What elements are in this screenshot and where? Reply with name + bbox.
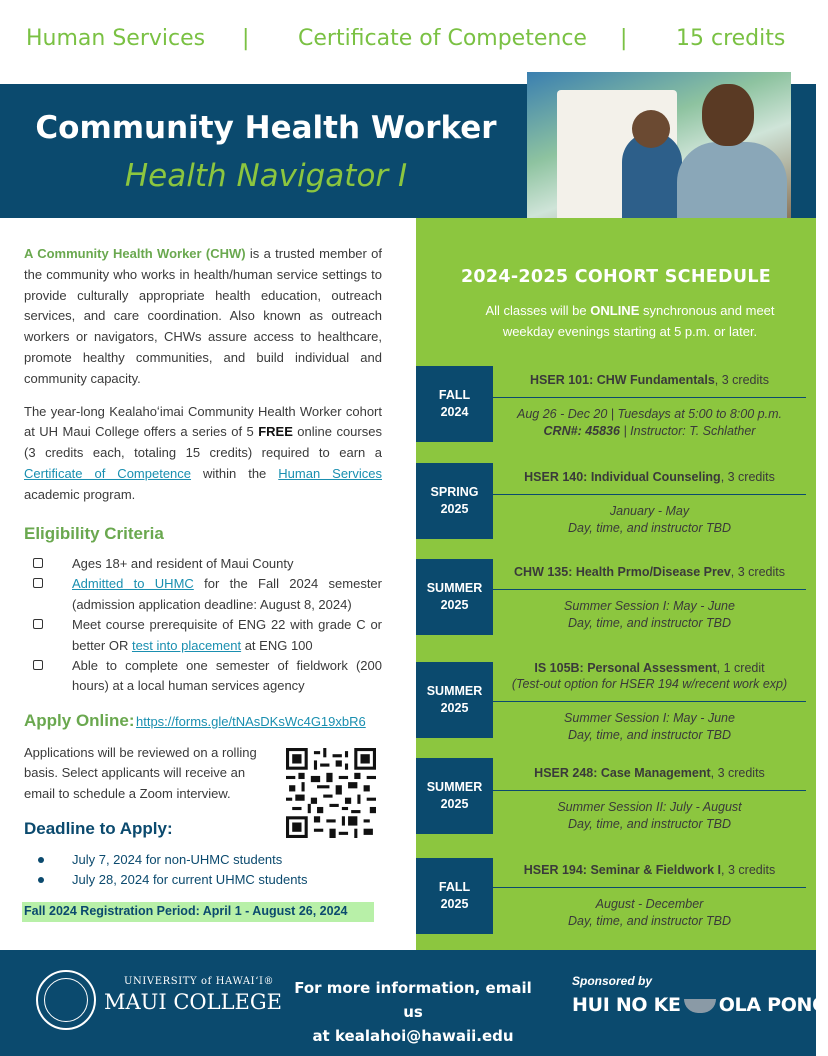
contact-email[interactable]: at kealahoi@hawaii.edu [312,1027,514,1045]
term-season: SUMMER [426,780,483,794]
intro-paragraph-2 [24,402,382,506]
course-note: (Test-out option for HSER 194 w/recent work exp) [511,677,788,691]
divider [493,494,806,495]
term-year: 2025 [440,502,469,516]
intro-section [24,244,382,506]
schedule-intro [460,300,800,342]
course-title [493,564,806,580]
credits-label: 15 credits [676,26,786,51]
checkbox-icon [33,660,43,670]
chw-lead: A Community Health Worker (CHW) [24,246,246,261]
program-label: Human Services [26,26,206,51]
course-details [493,710,806,744]
course-schedule: Day, time, and instructor TBD [567,728,731,742]
bowl-icon [684,999,716,1013]
free-emphasis: FREE [258,424,293,440]
course-code: CHW 135: Health Prmo/Disease Prev [514,565,731,579]
course-details [493,598,806,632]
course-details [493,799,806,833]
term-season: SUMMER [426,684,483,698]
contact-info [290,976,536,1048]
intro-text: within the [191,465,279,481]
divider [493,589,806,590]
course-credits: , 3 credits [721,863,776,877]
checkbox-icon [33,558,43,568]
course-dates: Aug 26 - Dec 20 | Tuesdays at 5:00 to 8:00 p.m. [517,407,782,421]
sponsor-name-right: OLA PONO [718,994,828,1016]
list-item [30,615,382,656]
course-code: HSER 248: Case Management [534,766,711,780]
course-card [493,564,806,632]
term-year: 2025 [440,897,469,911]
divider [493,790,806,791]
eligibility-heading: Eligibility Criteria [24,524,164,543]
deadline-heading: Deadline to Apply: [24,819,173,838]
course-dates: Summer Session I: May - June [564,711,735,725]
admitted-link[interactable]: Admitted to UHMC [72,576,194,592]
divider [493,701,806,702]
course-credits: , 3 credits [714,373,769,387]
course-details [493,406,806,440]
apply-url-link[interactable]: https://forms.gle/tNAsDKsWc4G19xbR6 [136,714,366,729]
list-item [30,554,382,574]
course-credits: , 3 credits [720,470,775,484]
term-year: 2025 [440,701,469,715]
course-schedule: Day, time, and instructor TBD [567,914,731,928]
online-emphasis: ONLINE [590,303,640,318]
course-code: HSER 194: Seminar & Fieldwork I [523,863,722,877]
course-credits: , 3 credits [730,565,785,579]
intro-paragraph-1 [24,244,382,390]
course-instructor: | Instructor: T. Schlather [619,424,756,438]
course-credits: , 1 credit [716,661,765,675]
course-dates: August - December [595,897,704,911]
deadline-list [38,850,308,890]
course-crn [493,423,806,440]
term-badge [416,662,493,738]
term-season: SPRING [430,485,479,499]
course-schedule: Day, time, and instructor TBD [567,817,731,831]
hero-photo [527,72,791,242]
separator: | [242,26,250,51]
sponsor-name-left: HUI NO KE [572,994,681,1016]
eligibility-text: for the Fall 2024 semester (admission application deadline: August 8, 2024) [72,576,382,612]
term-season: SUMMER [426,581,483,595]
course-dates: January - May [609,504,690,518]
course-title [493,372,806,388]
course-credits: , 3 credits [710,766,765,780]
top-bar [0,0,816,82]
crn-number: CRN#: 45836 [543,424,620,438]
sponsor-label: Sponsored by [572,974,653,988]
placement-link[interactable]: test into placement [131,637,242,653]
course-title [493,660,806,692]
course-title [493,862,806,878]
term-badge [416,463,493,539]
course-card [493,660,806,744]
course-card [493,862,806,930]
intro-text: online courses (3 credits each, totaling 15 credits) required to earn a [24,424,382,461]
course-details [493,896,806,930]
page-subtitle: Health Navigator I [124,158,408,194]
term-year: 2025 [440,797,469,811]
eligibility-list [30,554,382,697]
person-left-head [632,110,670,148]
intro-text: academic program. [24,486,136,502]
course-title [493,765,806,781]
schedule-intro-text: All classes will be [485,303,591,318]
course-code: IS 105B: Personal Assessment [534,661,717,675]
apply-heading: Apply Online: [24,711,135,730]
intro-text: is a trusted member of the community who works in health/human service settings to provide culturally appropriate health education, outreach services, and care coordination. Also known as outreach workers or navigators, CHWs assure access to healthcare, promote healthy communities, and build individual and community capacity. [24,246,382,386]
term-badge [416,758,493,834]
course-card [493,372,806,440]
course-code: HSER 140: Individual Counseling [524,470,721,484]
qr-code[interactable] [286,748,376,838]
credential-label: Certificate of Competence [298,26,587,51]
term-badge [416,858,493,934]
sponsor-logo [572,994,828,1016]
eligibility-text: Meet course prerequisite of ENG 22 with grade C or better OR [72,617,382,653]
list-item: July 7, 2024 for non-UHMC students [38,850,308,870]
checkbox-icon [33,578,43,588]
list-item [30,656,382,697]
eligibility-text: at ENG 100 [241,637,313,653]
page-title: Community Health Worker [35,110,497,146]
schedule-title: 2024-2025 COHORT SCHEDULE [460,267,772,287]
course-schedule: Day, time, and instructor TBD [567,616,731,630]
registration-period: Fall 2024 Registration Period: April 1 - August 26, 2024 [22,902,374,922]
course-code: HSER 101: CHW Fundamentals [530,373,715,387]
college-name: MAUI COLLEGE [104,990,282,1014]
term-season: FALL [438,388,471,402]
contact-line: For more information, email us [294,979,532,1021]
university-name: UNIVERSITY of HAWAIʻI® [124,976,275,987]
schedule-intro-text: synchronous and meet weekday evenings starting at 5 p.m. or later. [502,303,775,339]
course-schedule: Day, time, and instructor TBD [567,521,731,535]
term-badge [416,559,493,635]
term-badge [416,366,493,442]
eligibility-text: Ages 18+ and resident of Maui County [72,556,294,571]
term-season: FALL [438,880,471,894]
course-dates: Summer Session I: May - June [564,599,735,613]
course-title [493,469,806,485]
seal-inner-ring [44,978,88,1022]
term-year: 2024 [440,405,469,419]
apply-text: Applications will be reviewed on a rolling basis. Select applicants will receive an email to schedule a Zoom interview. [24,745,257,801]
course-dates: Summer Session II: July - August [557,800,742,814]
human-services-link[interactable]: Human Services [278,465,382,481]
certificate-link[interactable]: Certificate of Competence [24,465,192,481]
course-details [493,503,806,537]
divider [493,397,806,398]
divider [493,887,806,888]
person-right-head [702,84,754,146]
course-card [493,765,806,833]
term-year: 2025 [440,598,469,612]
eligibility-text: Able to complete one semester of fieldwork (200 hours) at a local human services agency [72,658,382,694]
list-item [30,574,382,615]
checkbox-icon [33,619,43,629]
list-item: July 28, 2024 for current UHMC students [38,870,308,890]
course-card [493,469,806,537]
intro-text: The year-long Kealahoʻimai Community Health Worker cohort at UH Maui College offers a series of 5 [24,403,382,440]
separator: | [620,26,628,51]
